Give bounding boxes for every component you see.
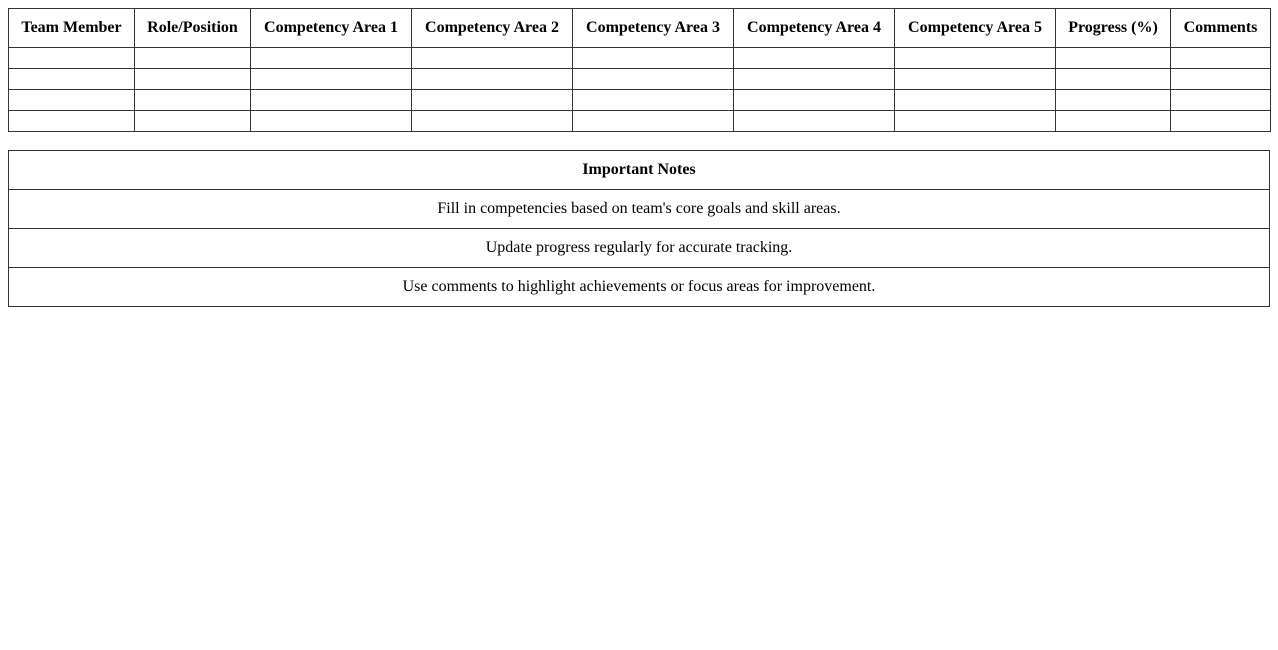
- list-item: [9, 190, 1270, 229]
- table-cell[interactable]: [734, 90, 895, 111]
- table-cell[interactable]: [9, 111, 135, 132]
- table-header-row: [9, 9, 1271, 48]
- table-cell[interactable]: [412, 69, 573, 90]
- table-cell[interactable]: [573, 48, 734, 69]
- table-cell[interactable]: [135, 48, 251, 69]
- table-cell[interactable]: [1171, 111, 1271, 132]
- table-cell[interactable]: [573, 69, 734, 90]
- table-cell[interactable]: [895, 48, 1056, 69]
- table-cell[interactable]: [251, 48, 412, 69]
- table-cell[interactable]: [251, 111, 412, 132]
- table-cell[interactable]: [9, 69, 135, 90]
- table-cell[interactable]: [1056, 90, 1171, 111]
- header-comments: Comments: [1171, 9, 1271, 48]
- header-competency-area-5: Competency Area 5: [895, 9, 1056, 48]
- table-cell[interactable]: [734, 111, 895, 132]
- table-cell[interactable]: [135, 69, 251, 90]
- table-cell[interactable]: [135, 111, 251, 132]
- notes-header-row: [9, 151, 1270, 190]
- table-cell[interactable]: [1056, 69, 1171, 90]
- table-cell[interactable]: [412, 48, 573, 69]
- table-cell[interactable]: [573, 111, 734, 132]
- note-fill-competencies: Fill in competencies based on team's core goals and skill areas.: [9, 190, 1270, 229]
- table-cell[interactable]: [135, 90, 251, 111]
- table-cell[interactable]: [573, 90, 734, 111]
- table-cell[interactable]: [9, 48, 135, 69]
- table-cell[interactable]: [895, 90, 1056, 111]
- table-cell[interactable]: [251, 90, 412, 111]
- competency-table: [8, 8, 1271, 132]
- note-update-progress: Update progress regularly for accurate tracking.: [9, 229, 1270, 268]
- table-row: [9, 111, 1271, 132]
- header-role-position: Role/Position: [135, 9, 251, 48]
- table-cell[interactable]: [412, 90, 573, 111]
- table-cell[interactable]: [412, 111, 573, 132]
- table-row: [9, 90, 1271, 111]
- table-cell[interactable]: [1056, 111, 1171, 132]
- table-row: [9, 69, 1271, 90]
- header-progress: Progress (%): [1056, 9, 1171, 48]
- table-cell[interactable]: [1171, 48, 1271, 69]
- header-competency-area-2: Competency Area 2: [412, 9, 573, 48]
- note-use-comments: Use comments to highlight achievements or focus areas for improvement.: [9, 268, 1270, 307]
- header-team-member: Team Member: [9, 9, 135, 48]
- table-cell[interactable]: [895, 111, 1056, 132]
- table-cell[interactable]: [1171, 90, 1271, 111]
- important-notes-table: [8, 150, 1270, 307]
- header-competency-area-1: Competency Area 1: [251, 9, 412, 48]
- table-cell[interactable]: [9, 90, 135, 111]
- table-cell[interactable]: [1171, 69, 1271, 90]
- list-item: [9, 268, 1270, 307]
- notes-title: Important Notes: [9, 151, 1270, 190]
- table-cell[interactable]: [251, 69, 412, 90]
- header-competency-area-3: Competency Area 3: [573, 9, 734, 48]
- table-cell[interactable]: [734, 69, 895, 90]
- table-cell[interactable]: [734, 48, 895, 69]
- table-row: [9, 48, 1271, 69]
- list-item: [9, 229, 1270, 268]
- header-competency-area-4: Competency Area 4: [734, 9, 895, 48]
- table-cell[interactable]: [895, 69, 1056, 90]
- table-cell[interactable]: [1056, 48, 1171, 69]
